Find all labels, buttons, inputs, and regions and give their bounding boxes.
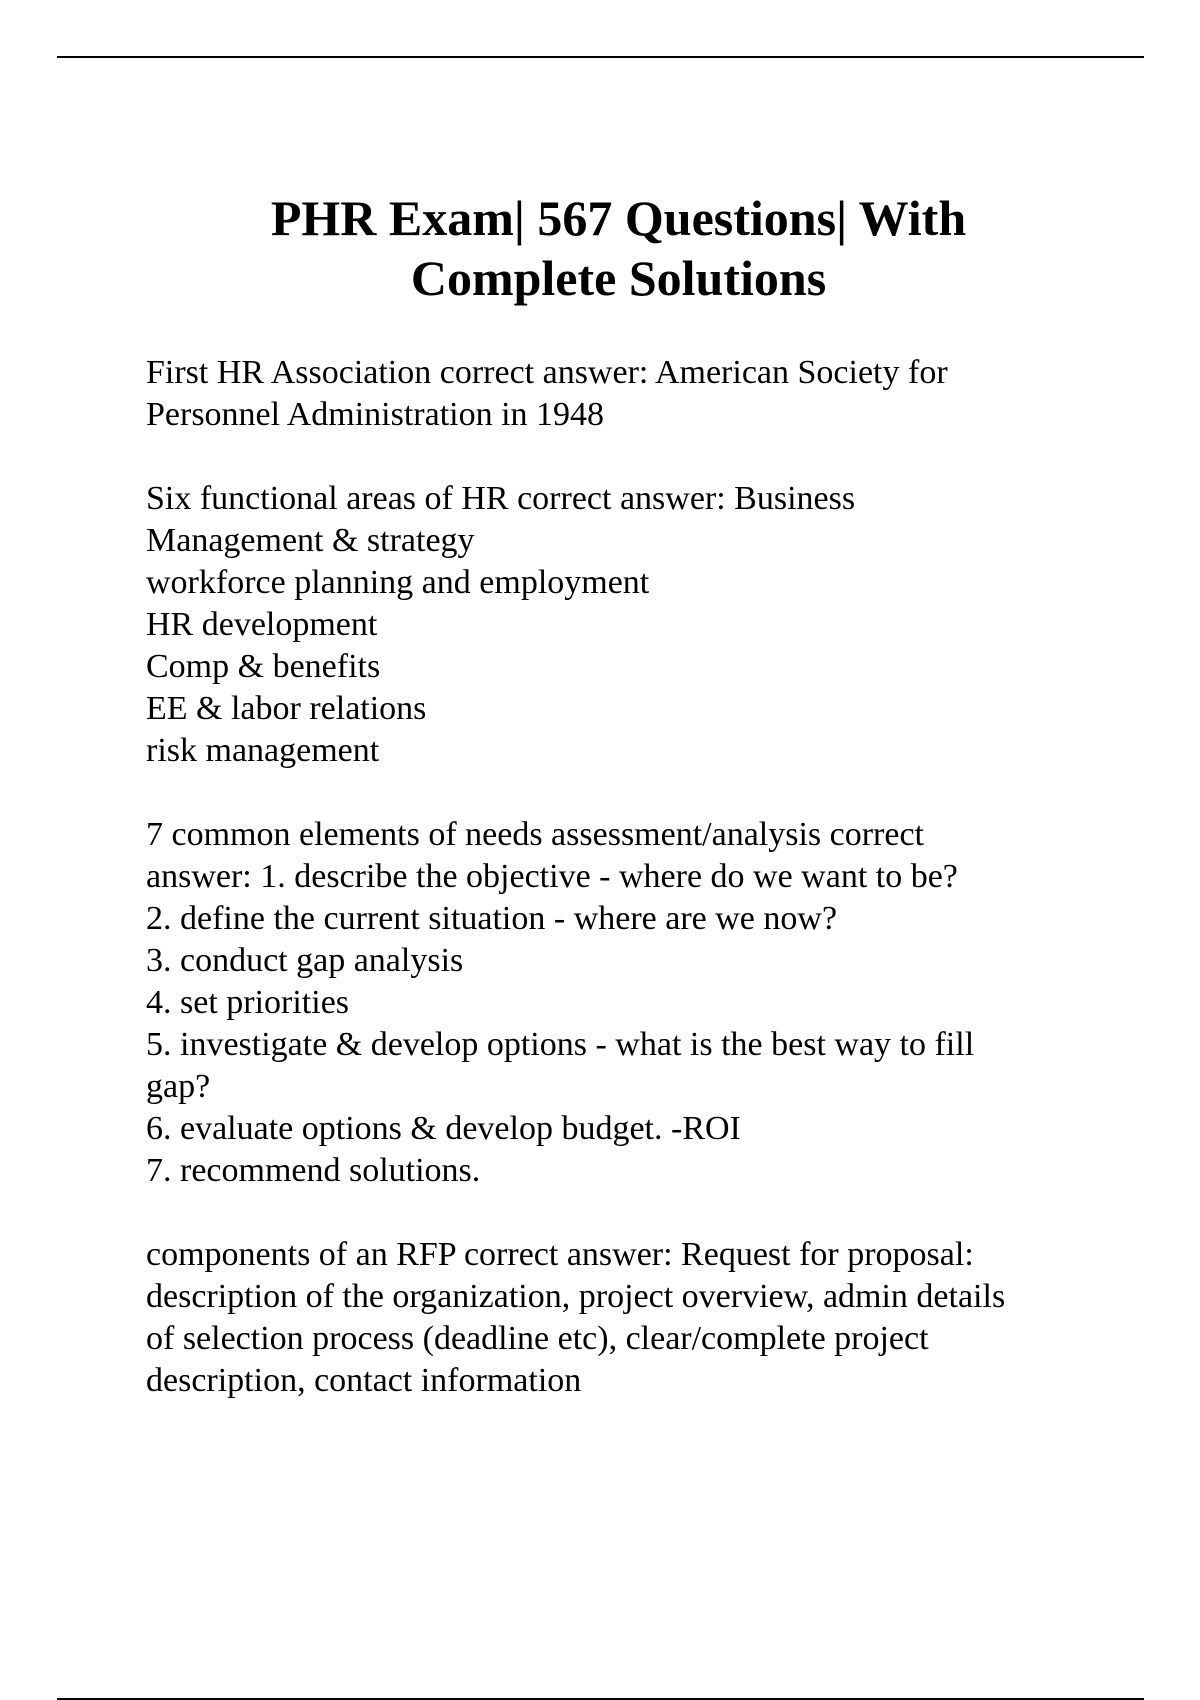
- qa-line: description of the organization, project overview, admin details: [146, 1278, 1006, 1315]
- qa-line: 7 common elements of needs assessment/analysis correct: [146, 816, 924, 853]
- qa-line: description, contact information: [146, 1362, 582, 1399]
- qa-line: First HR Association correct answer: American Society for: [146, 354, 948, 391]
- qa-line: EE & labor relations: [146, 690, 427, 727]
- page-title: [0, 188, 1200, 308]
- qa-line: of selection process (deadline etc), clear/complete project: [146, 1320, 929, 1357]
- qa-line: 5. investigate & develop options - what is the best way to fill: [146, 1026, 975, 1063]
- qa-item: [146, 478, 1146, 772]
- qa-line: gap?: [146, 1068, 211, 1105]
- qa-item: [146, 814, 1146, 1192]
- qa-line: Personnel Administration in 1948: [146, 396, 605, 433]
- question-list: [146, 352, 1146, 1444]
- qa-line: HR development: [146, 606, 378, 643]
- qa-line: 6. evaluate options & develop budget. -ROI: [146, 1110, 741, 1147]
- qa-line: Comp & benefits: [146, 648, 381, 685]
- qa-item: [146, 352, 1146, 436]
- qa-line: Six functional areas of HR correct answer: Business: [146, 480, 856, 517]
- qa-item: [146, 1234, 1146, 1402]
- qa-line: answer: 1. describe the objective - where do we want to be?: [146, 858, 958, 895]
- top-rule: [57, 56, 1144, 58]
- title-line: PHR Exam| 567 Questions| With: [270, 190, 967, 246]
- qa-line: risk management: [146, 732, 380, 769]
- qa-line: 4. set priorities: [146, 984, 350, 1021]
- qa-line: workforce planning and employment: [146, 564, 650, 601]
- qa-line: Management & strategy: [146, 522, 475, 559]
- qa-line: 7. recommend solutions.: [146, 1152, 481, 1189]
- qa-line: components of an RFP correct answer: Request for proposal:: [146, 1236, 974, 1273]
- qa-line: 3. conduct gap analysis: [146, 942, 464, 979]
- title-line: Complete Solutions: [410, 250, 827, 306]
- qa-line: 2. define the current situation - where are we now?: [146, 900, 838, 937]
